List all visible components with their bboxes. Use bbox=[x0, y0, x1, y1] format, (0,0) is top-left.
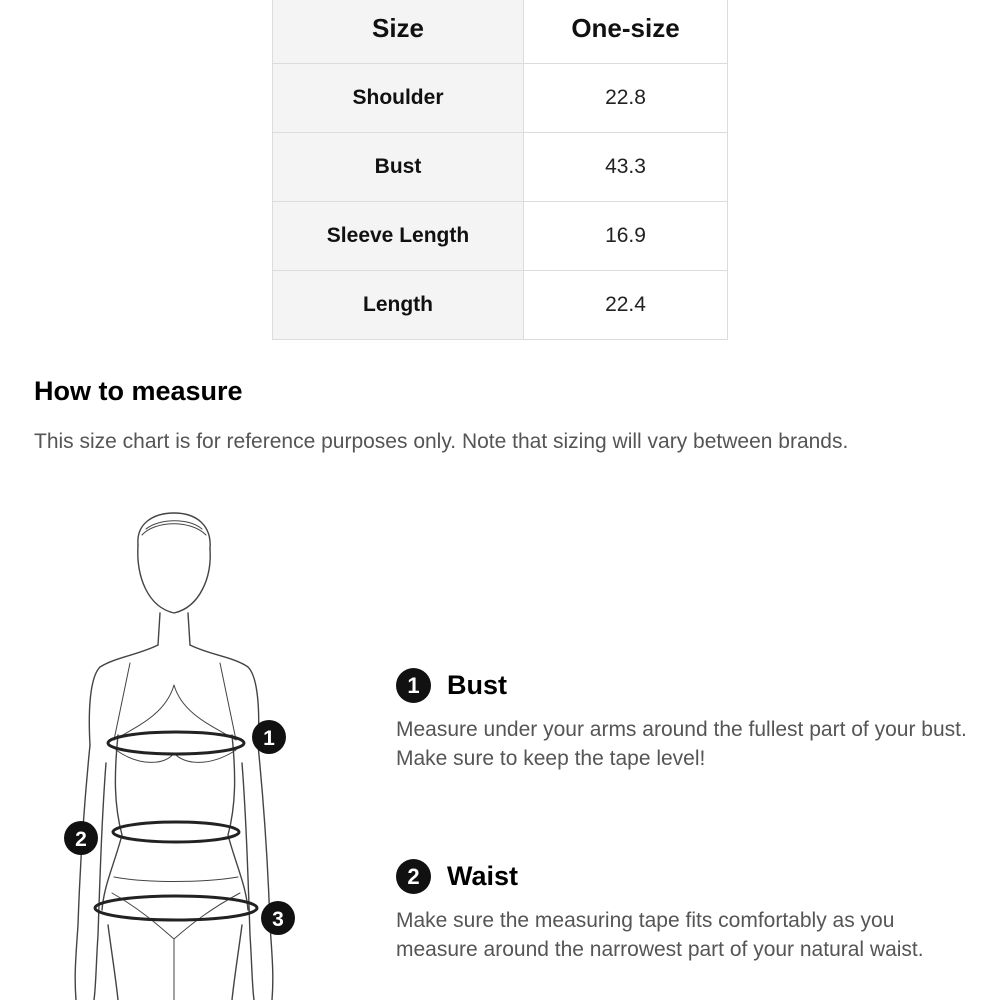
tip-bust bbox=[396, 668, 976, 773]
tip-bust-text: Measure under your arms around the fullest part of your bust. Make sure to keep the tape level! bbox=[396, 718, 967, 770]
row-value-length: 22.4 bbox=[524, 271, 728, 340]
table-row bbox=[273, 133, 728, 202]
reference-note: This size chart is for reference purposes only. Note that sizing will vary between brands. bbox=[34, 430, 849, 453]
how-to-measure-heading: How to measure bbox=[34, 376, 243, 406]
tip-waist-title: Waist bbox=[447, 861, 519, 891]
figure-marker-2 bbox=[64, 821, 98, 855]
figure-marker-2-label: 2 bbox=[75, 828, 87, 851]
row-label-bust: Bust bbox=[273, 133, 524, 202]
table-row bbox=[273, 64, 728, 133]
row-value-bust: 43.3 bbox=[524, 133, 728, 202]
row-value-shoulder: 22.8 bbox=[524, 64, 728, 133]
table-row bbox=[273, 202, 728, 271]
row-value-sleeve-length: 16.9 bbox=[524, 202, 728, 271]
figure-marker-3 bbox=[261, 901, 295, 935]
number-2-icon: 2 bbox=[396, 859, 431, 894]
tip-waist bbox=[396, 859, 976, 964]
table-header-row bbox=[273, 0, 728, 64]
row-label-sleeve-length: Sleeve Length bbox=[273, 202, 524, 271]
tip-waist-text: Make sure the measuring tape fits comfortably as you measure around the narrowest part of your natural waist. bbox=[396, 909, 924, 961]
size-header-label: Size bbox=[273, 0, 524, 64]
row-label-shoulder: Shoulder bbox=[273, 64, 524, 133]
size-table bbox=[272, 0, 728, 340]
figure-marker-1-label: 1 bbox=[263, 727, 275, 750]
tip-waist-header bbox=[396, 859, 976, 894]
number-1-icon: 1 bbox=[396, 668, 431, 703]
tip-bust-title: Bust bbox=[447, 670, 507, 700]
size-header-value: One-size bbox=[524, 0, 728, 64]
figure-marker-3-label: 3 bbox=[272, 908, 284, 931]
figure-marker-1 bbox=[252, 720, 286, 754]
tip-bust-header bbox=[396, 668, 976, 703]
row-label-length: Length bbox=[273, 271, 524, 340]
table-row bbox=[273, 271, 728, 340]
body-figure-illustration bbox=[50, 505, 340, 1000]
